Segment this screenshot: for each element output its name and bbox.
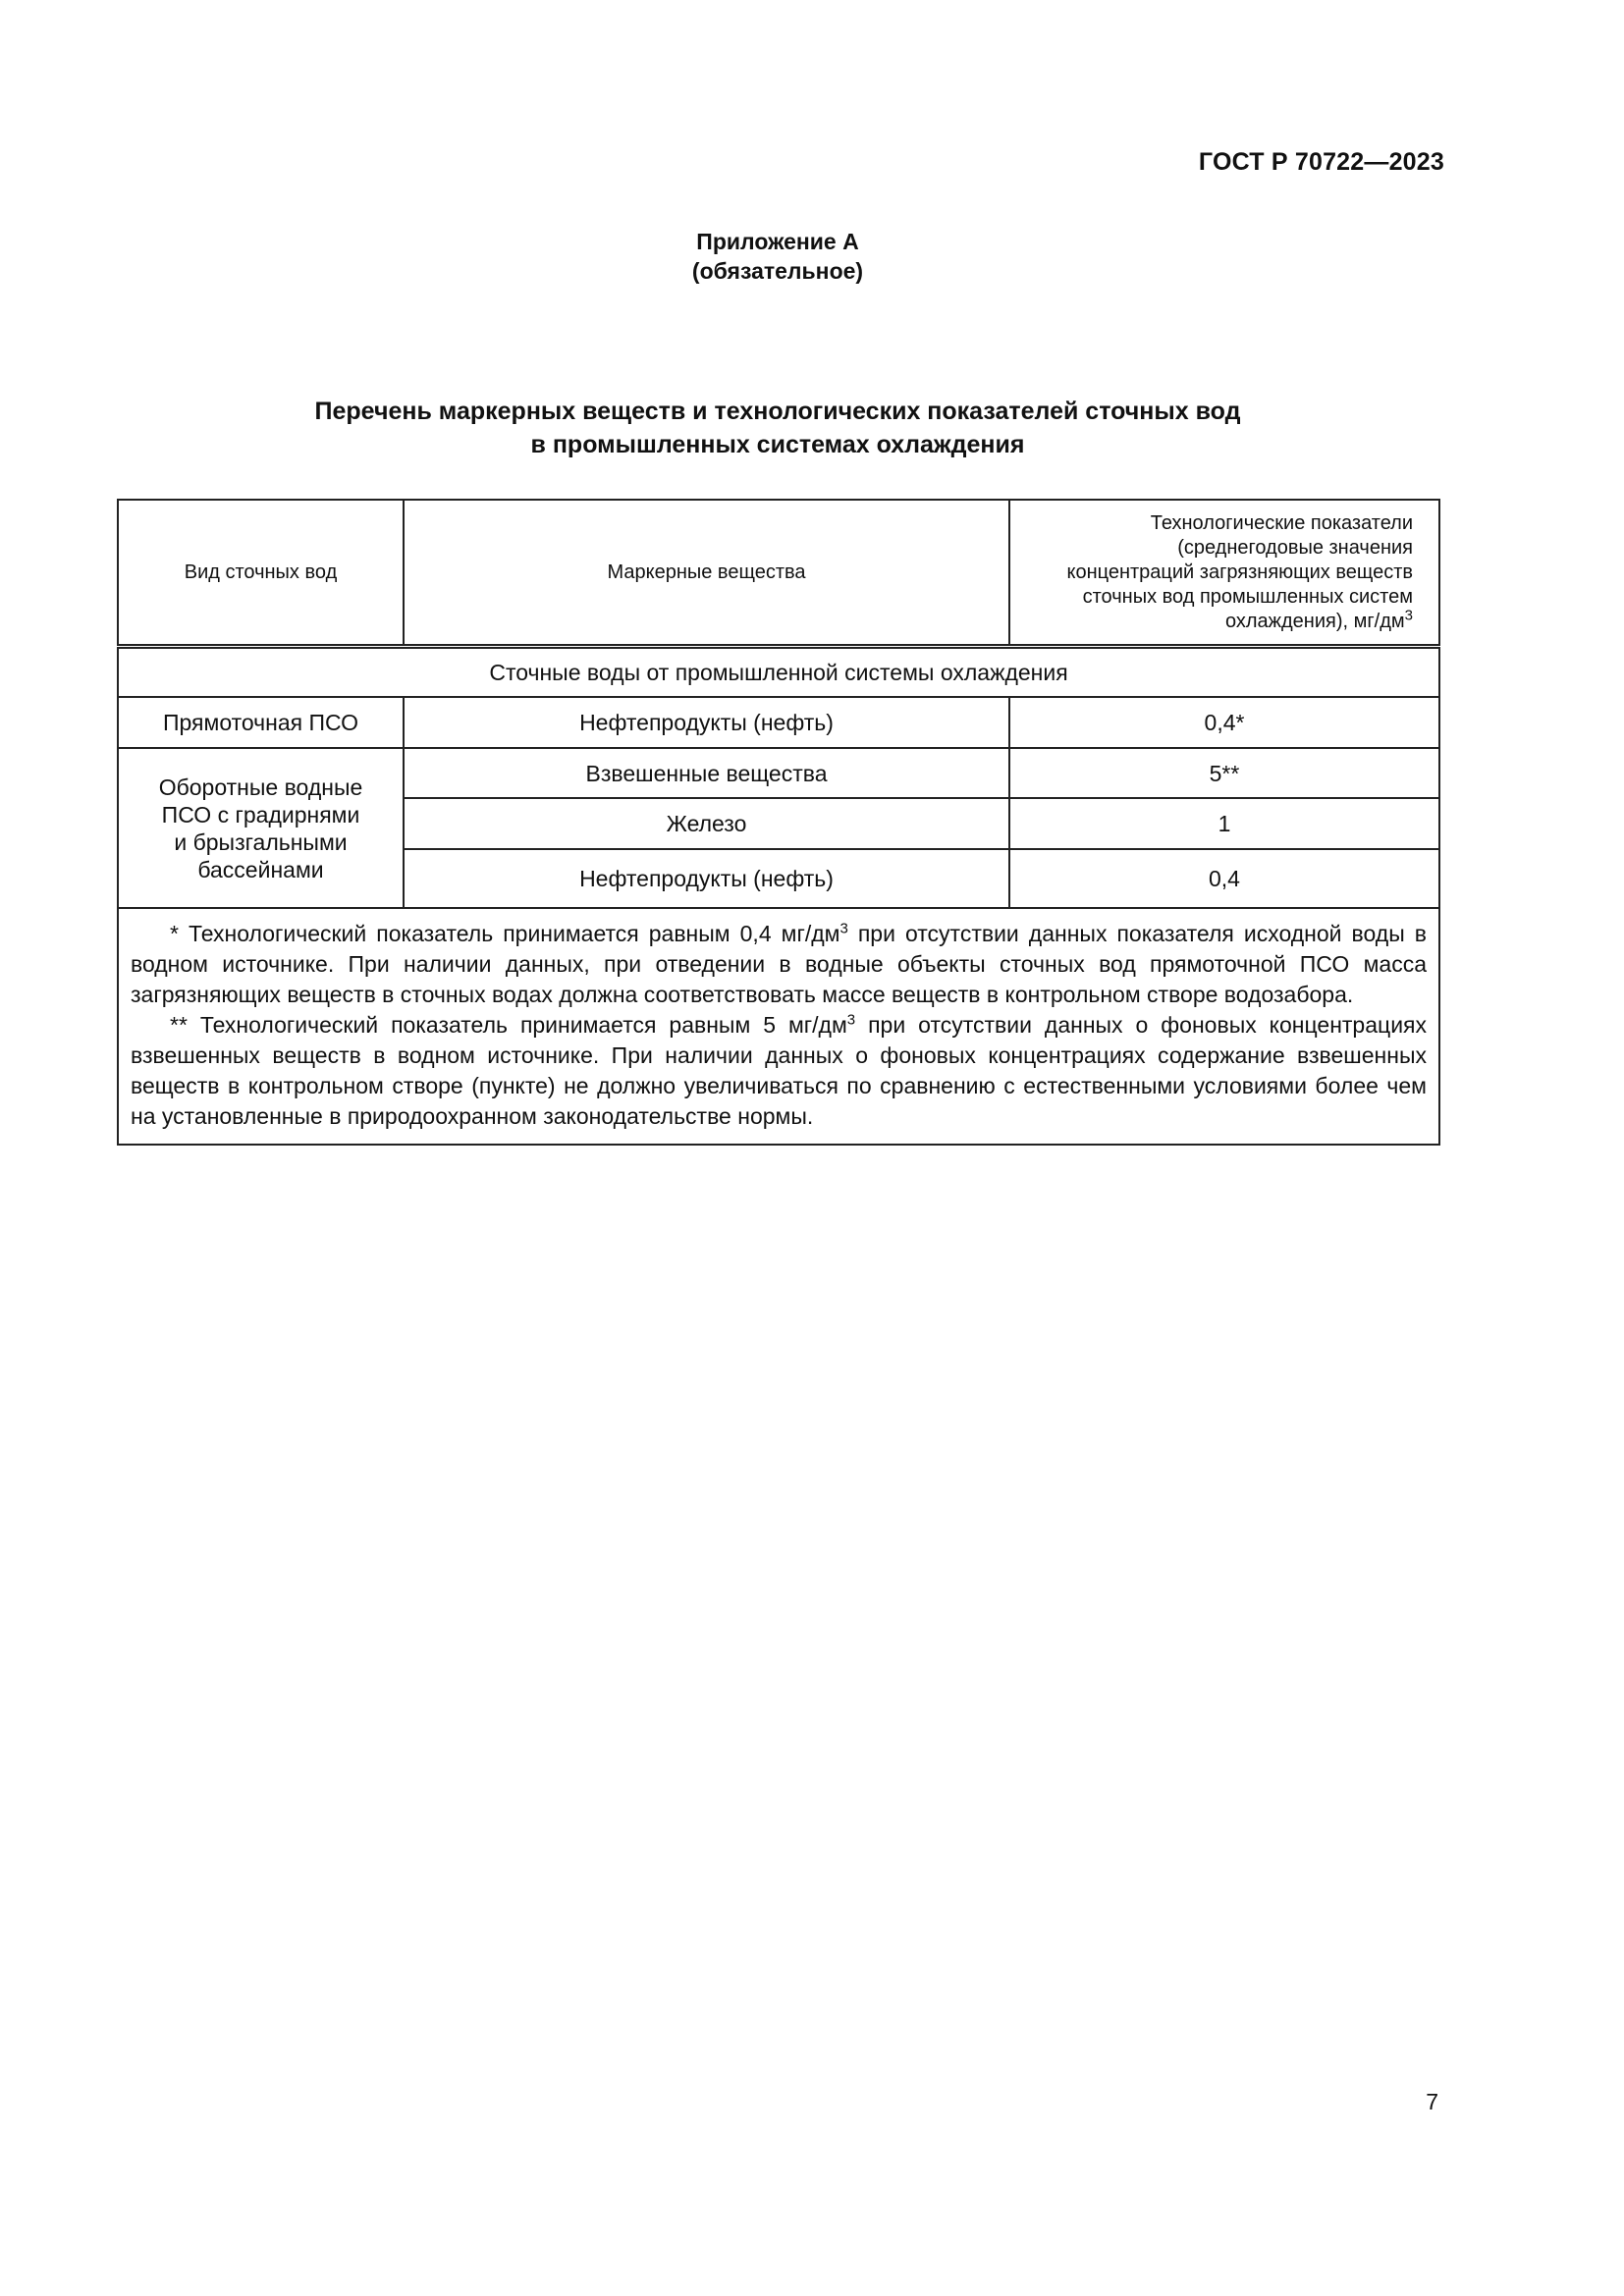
value-cell: 0,4* (1009, 697, 1439, 748)
appendix-title: Приложение А (696, 229, 859, 254)
document-code: ГОСТ Р 70722—2023 (1198, 148, 1444, 176)
document-title-line-1: Перечень маркерных веществ и технологических показателей сточных вод (314, 398, 1241, 425)
substance-cell: Нефтепродукты (нефть) (404, 849, 1009, 908)
header-technological-indicators: Технологические показатели (среднегодовые значения концентраций загрязняющих веществ сточных вод промышленных систем охлаждения), $мг/дм^3$ (1009, 500, 1439, 647)
document-title-line-2: в промышленных системах охлаждения (530, 431, 1025, 458)
footnote-2: ** Технологический показатель принимается равным 5 $мг/дм^3$ при отсутствии данных о фоновых концентрациях взвешенных веществ в водном источнике. При наличии данных о фоновых концентрациях содержание взвешенных веществ в контрольном створе (пункте) не должно увеличиваться по сравнению с естественными условиями более чем на установленные в природоохранном законодательстве нормы. (131, 1011, 1427, 1129)
header-marker-substances: Маркерные вещества (404, 500, 1009, 647)
table-notes-row (118, 908, 1439, 1145)
appendix-heading (0, 227, 1555, 286)
value-cell: 5** (1009, 748, 1439, 798)
table-notes (118, 908, 1439, 1145)
section-title: Сточные воды от промышленной системы охлаждения (118, 647, 1439, 698)
document-title (0, 395, 1555, 461)
table-row (118, 697, 1439, 748)
table-header-row (118, 500, 1439, 647)
table-section-row (118, 647, 1439, 698)
wastewater-type-cell: Прямоточная ПСО (118, 697, 404, 748)
value-cell: 1 (1009, 798, 1439, 849)
header-wastewater-type: Вид сточных вод (118, 500, 404, 647)
appendix-status: (обязательное) (691, 258, 864, 284)
value-cell: 0,4 (1009, 849, 1439, 908)
substance-cell: Нефтепродукты (нефть) (404, 697, 1009, 748)
substance-cell: Взвешенные вещества (404, 748, 1009, 798)
marker-substances-table (117, 499, 1440, 1146)
substance-cell: Железо (404, 798, 1009, 849)
footnote-1: * Технологический показатель принимается равным 0,4 $мг/дм^3$ при отсутствии данных показателя исходной воды в водном источнике. При наличии данных, при отведении в водные объекты сточных вод прямоточной ПСО масса загрязняющих веществ в сточных водах должна соответствовать массе веществ в контрольном створе водозабора. (131, 920, 1427, 1007)
table-row (118, 748, 1439, 798)
page-number: 7 (1426, 2089, 1438, 2114)
wastewater-type-cell: Оборотные водные ПСО с градирнями и брызгальными бассейнами (118, 748, 404, 908)
